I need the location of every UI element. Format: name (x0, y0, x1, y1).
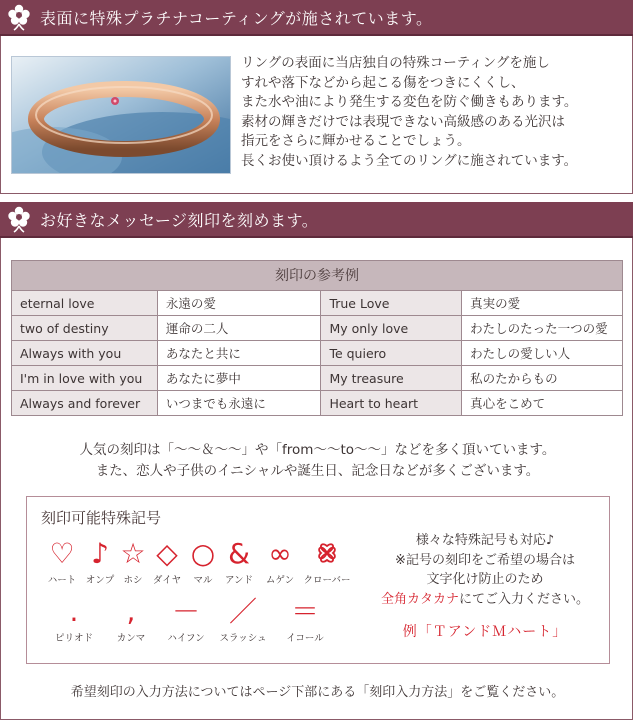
table-cell: Always with you (12, 341, 158, 366)
symbol-slash: ／ スラッシュ (215, 597, 271, 644)
table-cell: 真実の愛 (462, 291, 623, 316)
hyphen-icon: － (171, 595, 200, 628)
flower-emblem-icon (2, 0, 36, 34)
note-line: また、恋人や子供のイニシャルや誕生日、記念日などが多くございます。 (95, 463, 540, 479)
note-line: 全角カタカナにてご入力ください。 (380, 591, 590, 607)
table-cell: True Love (321, 291, 462, 316)
heart-icon: ♡ (49, 537, 75, 570)
special-symbols-panel (26, 496, 610, 664)
table-row (12, 366, 623, 391)
table-cell: 真心をこめて (462, 391, 623, 416)
symbol-period: . ピリオド (49, 597, 99, 644)
symbol-heart: ♡ ハート (43, 539, 81, 586)
ampersand-icon: & (228, 537, 250, 570)
table-caption: 刻印の参考例 (11, 260, 623, 290)
description-line: 長くお使い頂けるよう全てのリングに施されています。 (241, 152, 578, 169)
clover-icon (301, 539, 353, 569)
symbol-ampersand: & アンド (221, 539, 257, 586)
symbol-clover: クローバー (301, 539, 353, 586)
description-line: 指元をさらに輝かせることでしょう。 (241, 133, 471, 149)
coating-description (241, 54, 629, 171)
symbols-example: 例「ＴアンドＭハート」 (402, 624, 568, 640)
table-cell: 運命の二人 (157, 316, 321, 341)
description-line: また水や油により発生する変色を防ぐ働きもあります。 (241, 94, 578, 110)
symbol-equals: ＝ イコール (277, 597, 333, 644)
star-icon: ☆ (120, 537, 146, 570)
symbol-hyphen: － ハイフン (161, 597, 211, 644)
table-cell: Te quiero (321, 341, 462, 366)
engraving-examples-table (11, 260, 623, 416)
table-cell: My treasure (321, 366, 462, 391)
table-cell: eternal love (12, 291, 158, 316)
description-line: すれや落下などから起こる傷をつきにくくし、 (241, 74, 525, 91)
table-cell: あなたに夢中 (157, 366, 321, 391)
note-line: ※記号の刻印をご希望の場合は (395, 552, 575, 568)
comma-icon: , (126, 595, 136, 628)
circle-icon: ○ (190, 537, 216, 570)
table-cell: わたしのたった一つの愛 (462, 316, 623, 341)
table-cell: 永遠の愛 (157, 291, 321, 316)
table-cell: あなたと共に (157, 341, 321, 366)
symbol-diamond: ◇ ダイヤ (149, 539, 185, 586)
engraving-section (0, 238, 633, 720)
table-row (12, 391, 623, 416)
input-method-note: 希望刻印の入力方法についてはページ下部にある「刻印入力方法」をご覧ください。 (70, 685, 565, 700)
note-line: 文字化け防止のため (426, 572, 544, 587)
infinity-icon: ∞ (268, 537, 292, 570)
flower-emblem-icon (2, 202, 36, 236)
section-header-engraving (0, 202, 633, 238)
table-cell: Always and forever (12, 391, 158, 416)
symbols-title: 刻印可能特殊記号 (41, 509, 162, 527)
symbol-note: ♪ オンプ (81, 539, 119, 586)
period-icon: . (69, 595, 79, 628)
section-title: お好きなメッセージ刻印を刻めます。 (40, 210, 319, 230)
description-line: 素材の輝きだけでは表現できない高級感のある光沢は (241, 113, 565, 130)
section-title: 表面に特殊プラチナコーティングが施されています。 (40, 8, 433, 28)
popular-engravings-note (1, 440, 633, 482)
table-cell: My only love (321, 316, 462, 341)
slash-icon: ／ (228, 595, 257, 628)
equals-icon: ＝ (290, 595, 319, 628)
table-cell: Heart to heart (321, 391, 462, 416)
katakana-emphasis: 全角カタカナ (380, 591, 459, 607)
music-note-icon: ♪ (91, 537, 109, 570)
table-cell: 私のたからもの (462, 366, 623, 391)
table-cell: わたしの愛しい人 (462, 341, 623, 366)
table-cell: いつまでも永遠に (157, 391, 321, 416)
ring-photo (11, 56, 231, 174)
description-line: リングの表面に当店独自の特殊コーティングを施し (241, 55, 550, 71)
symbols-note (365, 531, 605, 609)
symbol-comma: , カンマ (109, 597, 153, 644)
note-line: 様々な特殊記号も対応♪ (415, 533, 555, 548)
symbol-star: ☆ ホシ (117, 539, 149, 586)
table-row (12, 291, 623, 316)
table-cell: I'm in love with you (12, 366, 158, 391)
table-cell: two of destiny (12, 316, 158, 341)
section-header-coating (0, 0, 633, 36)
note-line: 人気の刻印は「～～＆～～」や「from～～to～～」などを多く頂いています。 (79, 442, 556, 458)
table-row (12, 316, 623, 341)
symbol-circle: ○ マル (185, 539, 221, 586)
symbol-infinity: ∞ ムゲン (259, 539, 301, 586)
diamond-icon: ◇ (156, 537, 178, 570)
coating-section (0, 36, 633, 194)
table-row (12, 341, 623, 366)
